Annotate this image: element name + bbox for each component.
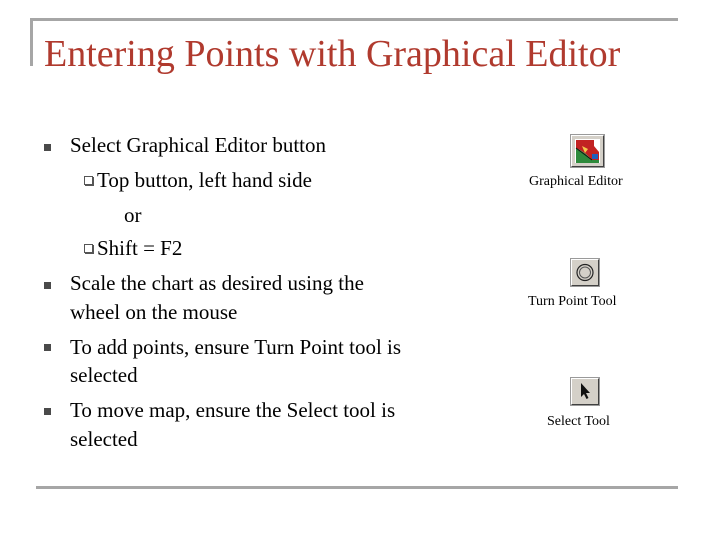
pointer-arrow-icon [572, 379, 598, 404]
select-tool-label: Select Tool [547, 414, 610, 429]
slide-title: Entering Points with Graphical Editor [44, 33, 621, 75]
sub-bullet-top-button: Top button, left hand side [97, 168, 312, 192]
graphical-editor-icon [572, 136, 603, 166]
sub-bullet-or: or [124, 203, 142, 227]
bullet-marker [44, 344, 51, 351]
bullet-marker [44, 282, 51, 289]
select-tool-button[interactable] [571, 378, 599, 405]
bullet-add-points-line1: To add points, ensure Turn Point tool is [70, 335, 402, 359]
bullet-move-map-line2: selected [70, 427, 138, 451]
frame-left-line [30, 18, 33, 66]
bullet-move-map-line1: To move map, ensure the Select tool is [70, 398, 396, 422]
sub-bullet-shift-f2: Shift = F2 [97, 236, 183, 260]
turn-point-icon [572, 260, 598, 285]
bullet-select-editor: Select Graphical Editor button [70, 133, 327, 157]
graphical-editor-label: Graphical Editor [529, 174, 623, 189]
turn-point-tool-label: Turn Point Tool [528, 294, 617, 309]
frame-bottom-line [36, 486, 678, 489]
sub-bullet-marker [84, 176, 93, 185]
frame-top-line [30, 18, 678, 21]
bullet-scale-line2: wheel on the mouse [70, 300, 238, 324]
bullet-marker [44, 144, 51, 151]
bullet-marker [44, 408, 51, 415]
bullet-add-points-line2: selected [70, 363, 138, 387]
turn-point-tool-button[interactable] [571, 259, 599, 286]
sub-bullet-marker [84, 244, 93, 253]
bullet-scale-line1: Scale the chart as desired using the [70, 271, 364, 295]
graphical-editor-button[interactable] [571, 135, 604, 167]
